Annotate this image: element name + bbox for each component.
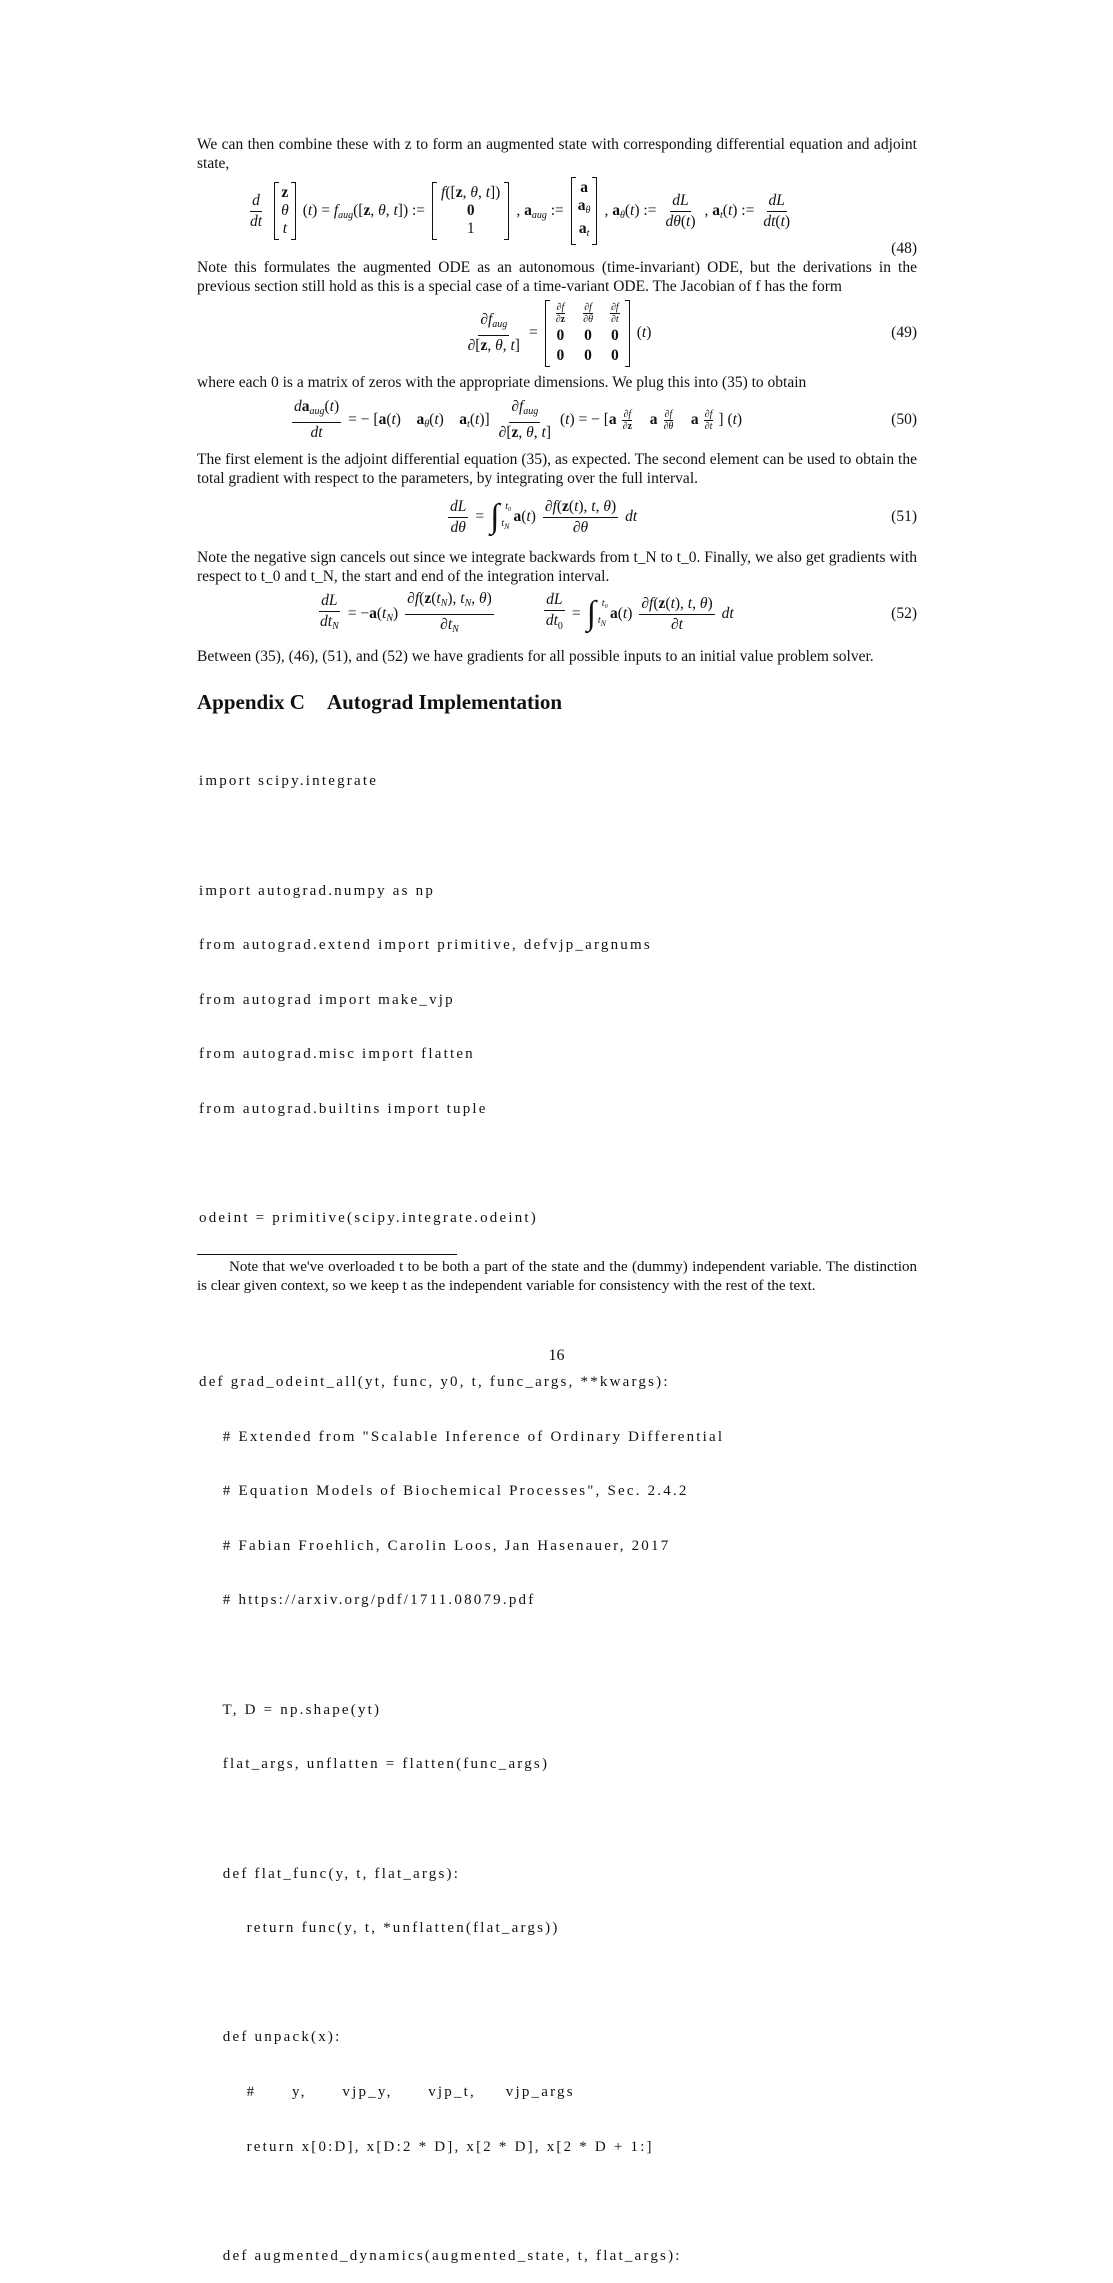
code-line: def flat_func(y, t, flat_args):	[199, 1865, 461, 1882]
appendix-label: Appendix C	[197, 690, 305, 714]
equation-50-number: (50)	[891, 411, 917, 428]
code-line: # https://arxiv.org/pdf/1711.08079.pdf	[199, 1592, 536, 1609]
code-line: odeint = primitive(scipy.integrate.odeint)	[199, 1210, 538, 1227]
code-listing	[199, 736, 724, 2283]
code-line: import scipy.integrate	[199, 773, 379, 790]
code-line	[199, 1155, 724, 1173]
equation-49: $\frac{\partial f_{aug}}{\partial[z, \theta, t]}$ = $\frac{\partial f}{\partial z}$ $\frac{\partial f}{\partial\theta}$ $\frac{\partial f}{\partial t}$ 0 0 0 0 0 0 (t) (49)	[197, 302, 917, 364]
appendix-heading	[197, 690, 562, 715]
footnote-rule	[197, 1254, 457, 1255]
code-line: # Extended from "Scalable Inference of Ordinary Differential	[199, 1428, 725, 1445]
code-line	[199, 1318, 724, 1336]
paragraph-between: Between (35), (46), (51), and (52) we have gradients for all possible inputs to an initial value problem solver.	[197, 648, 874, 665]
equation-48-number: (48)	[891, 240, 917, 257]
code-line	[199, 1646, 724, 1664]
code-line	[199, 1974, 724, 1992]
code-line: def grad_odeint_all(yt, func, y0, t, func_args, **kwargs):	[199, 1374, 670, 1391]
paragraph-negative-sign: Note the negative sign cancels out since we integrate backwards from t_N to t_0. Finally, we also get gradients with respect to t_0 and t_N, the start and end of the integration interval.	[197, 549, 917, 585]
code-line: flat_args, unflatten = flatten(func_args)	[199, 1756, 550, 1773]
equation-51: $\frac{dL}{d\theta}$ = ∫ t₀ $t_N$ a(t) $\frac{\partial f(z(t), t, \theta)}{\partial\theta}$ dt (51)	[450, 497, 917, 536]
equation-51-number: (51)	[891, 508, 917, 525]
code-line: # Fabian Froehlich, Carolin Loos, Jan Hasenauer, 2017	[199, 1537, 671, 1554]
paragraph-autonomous-ode: Note this formulates the augmented ODE as an autonomous (time-invariant) ODE, but the derivations in the previous section still hold as this is a special case of a time-variant ODE. The Jacobian of f has the form	[197, 259, 917, 295]
code-line: from autograd.misc import flatten	[199, 1046, 475, 1063]
footnote: Note that we've overloaded t to be both a part of the state and the (dummy) independent variable. The distinction is clear given context, so we keep t as the independent variable for consistency with the rest of the text.	[197, 1259, 917, 1294]
code-line: import autograd.numpy as np	[199, 882, 436, 899]
paragraph-zeros-matrix: where each 0 is a matrix of zeros with the appropriate dimensions. We plug this into (35) to obtain	[197, 374, 807, 391]
code-line	[199, 2192, 724, 2210]
code-line: from autograd.extend import primitive, defvjp_argnums	[199, 937, 652, 954]
code-line: def unpack(x):	[199, 2029, 342, 2046]
code-line: def augmented_dynamics(augmented_state, t, flat_args):	[199, 2247, 682, 2264]
code-line	[199, 827, 724, 845]
equation-52: $\frac{dL}{dt_N}$ = $-a(t_N)$ $\frac{\partial f(z(t_N), t_N, \theta)}{\partial t_N}$ $\frac{dL}{dt_0}$ = ∫ t₀ $t_N$ a(t) $\frac{\partial f(z(t), t, \theta)}{\partial t}$ dt (52)	[320, 589, 917, 635]
code-line: # y, vjp_y, vjp_t, vjp_args	[199, 2083, 575, 2100]
equation-52-number: (52)	[891, 605, 917, 622]
equation-48: $\frac{d}{dt}$ z θ t $(t) = f_{aug}([z$, θ, t]) := f([z, θ, t]) 0 1 , $a_{aug}$ := a $a_\theta$ $a_t$ , $a_\theta(t)$ := $\frac{dL}{d\theta(t)}$ , $a_t(t)$ := $\frac{dL}{dt(t)}$	[197, 180, 917, 242]
page-number: 16	[548, 1347, 565, 1364]
code-line: from autograd.builtins import tuple	[199, 1101, 488, 1118]
code-line: from autograd import make_vjp	[199, 991, 455, 1008]
appendix-title: Autograd Implementation	[326, 690, 563, 714]
paragraph-augmented-state: We can then combine these with z to form an augmented state with corresponding differential equation and adjoint state,	[197, 136, 917, 172]
paragraph-first-element: The first element is the adjoint differential equation (35), as expected. The second element can be used to obtain the total gradient with respect to the parameters, by integrating over the full interval.	[197, 451, 917, 487]
equation-50: $\frac{da_{aug}(t)}{dt}$ = − [a(t) $a_\theta(t)$ $a_t(t)$] $\frac{\partial f_{aug}}{\partial[z, \theta, t]}$ (t) = − [a $\frac{\partial f}{\partial z}$ a $\frac{\partial f}{\partial\theta}$ a $\frac{\partial f}{\partial t}$ ] (t) (50)	[294, 398, 917, 441]
code-line: T, D = np.shape(yt)	[199, 1701, 382, 1718]
code-line: return func(y, t, *unflatten(flat_args))	[199, 1920, 560, 1937]
code-line: return x[0:D], x[D:2 * D], x[2 * D], x[2 * D + 1:]	[199, 2138, 654, 2155]
code-line: # Equation Models of Biochemical Processes", Sec. 2.4.2	[199, 1483, 689, 1500]
equation-49-number: (49)	[891, 324, 917, 341]
code-line	[199, 1810, 724, 1828]
